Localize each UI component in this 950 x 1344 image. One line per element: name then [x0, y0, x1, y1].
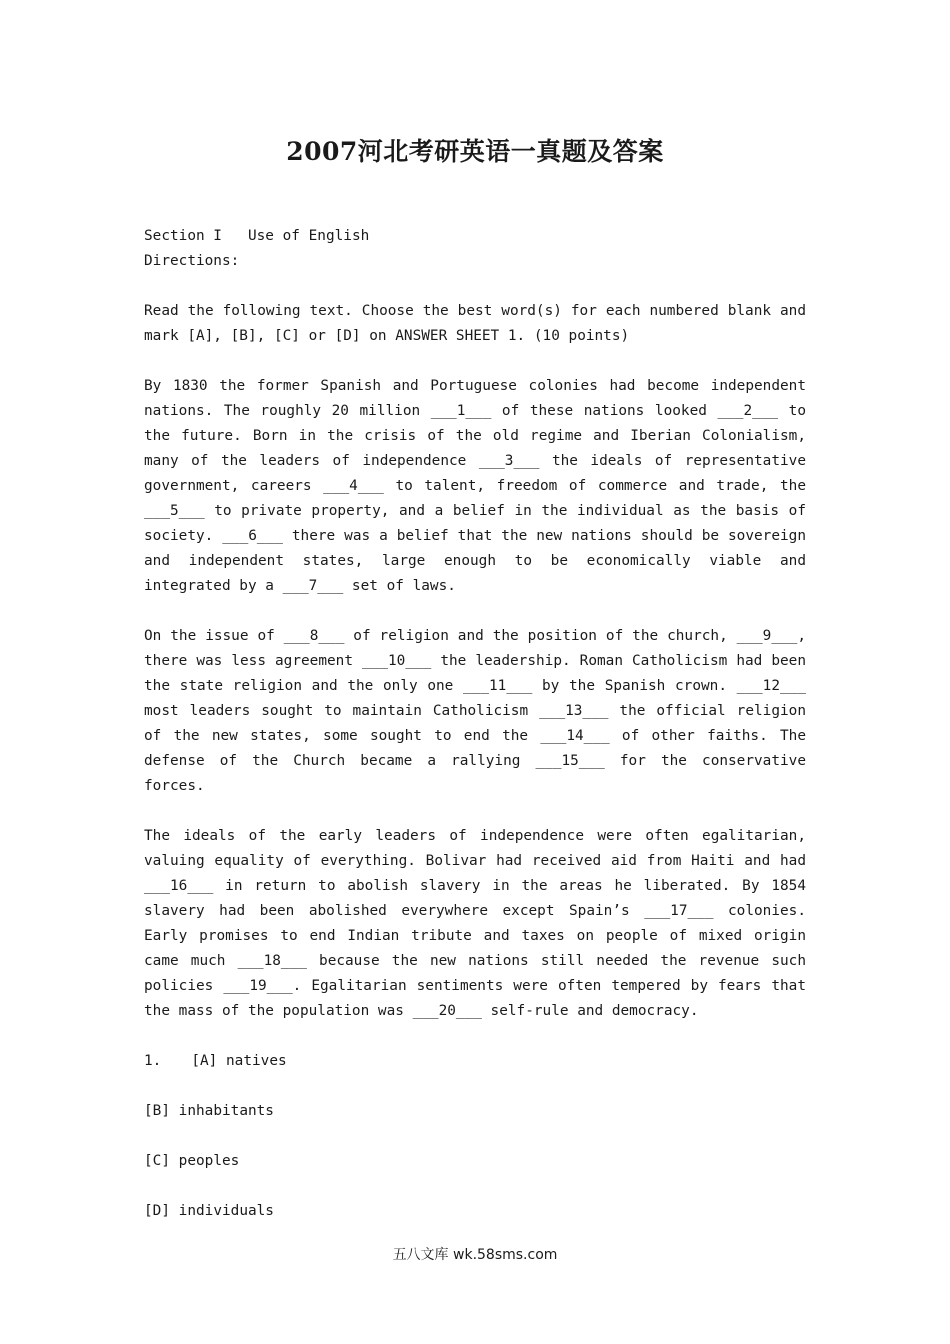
- section-topic: Use of English: [247, 228, 370, 244]
- document-body: [144, 224, 806, 1224]
- question-option-a: [144, 1049, 806, 1074]
- option-letter: [B]: [144, 1103, 170, 1119]
- document-title: 2007河北考研英语一真题及答案: [286, 137, 664, 166]
- question-option-c: [144, 1149, 806, 1174]
- question-number: 1.: [144, 1053, 162, 1069]
- passage-paragraph-3: The ideals of the early leaders of independence were often egalitarian, valuing equality of everything. Bolivar had received aid from Haiti and had ___16___ in return to abolish slavery in the areas he liberated. By 1854 slavery had been abolished everywhere except Spain’s ___17___ colonies. Early promises to end Indian tribute and taxes on people of mixed origin came much ___18___ because the new nations still needed the revenue such policies ___19___. Egalitarian sentiments were often tempered by fears that the mass of the population was ___20___ self-rule and democracy.: [144, 828, 806, 1019]
- question-option-b: [144, 1099, 806, 1124]
- option-letter: [A]: [191, 1053, 218, 1069]
- option-text: peoples: [178, 1153, 240, 1169]
- option-letter: [D]: [144, 1203, 170, 1219]
- option-text: individuals: [178, 1203, 274, 1219]
- option-text: natives: [226, 1053, 287, 1069]
- section-label: Section I: [144, 228, 222, 244]
- passage-paragraph-2: On the issue of ___8___ of religion and the position of the church, ___9___, there was less agreement ___10___ the leadership. Roman Catholicism had been the state religion and the only one ___11___ by the Spanish crown. ___12___ most leaders sought to maintain Catholicism ___13___ the official religion of the new states, some sought to end the ___14___ of other faiths. The defense of the Church became a rallying ___15___ for the conservative forces.: [144, 628, 806, 794]
- directions-label: Directions:: [144, 253, 240, 269]
- section-heading: [144, 224, 806, 249]
- question-option-d: [144, 1199, 806, 1224]
- instructions-paragraph: Read the following text. Choose the best word(s) for each numbered blank and mark [A], [B], [C] or [D] on ANSWER SHEET 1. (10 points): [144, 303, 806, 344]
- page-footer: 五八文库 wk.58sms.com: [392, 1247, 558, 1263]
- option-letter: [C]: [144, 1153, 170, 1169]
- option-text: inhabitants: [178, 1103, 274, 1119]
- passage-paragraph-1: By 1830 the former Spanish and Portuguese colonies had become independent nations. The roughly 20 million ___1___ of these nations looked ___2___ to the future. Born in the crisis of the old regime and Iberian Colonialism, many of the leaders of independence ___3___ the ideals of representative government, careers ___4___ to talent, freedom of commerce and trade, the ___5___ to private property, and a belief in the individual as the basis of society. ___6___ there was a belief that the new nations should be sovereign and independent states, large enough to be economically viable and integrated by a ___7___ set of laws.: [144, 378, 806, 594]
